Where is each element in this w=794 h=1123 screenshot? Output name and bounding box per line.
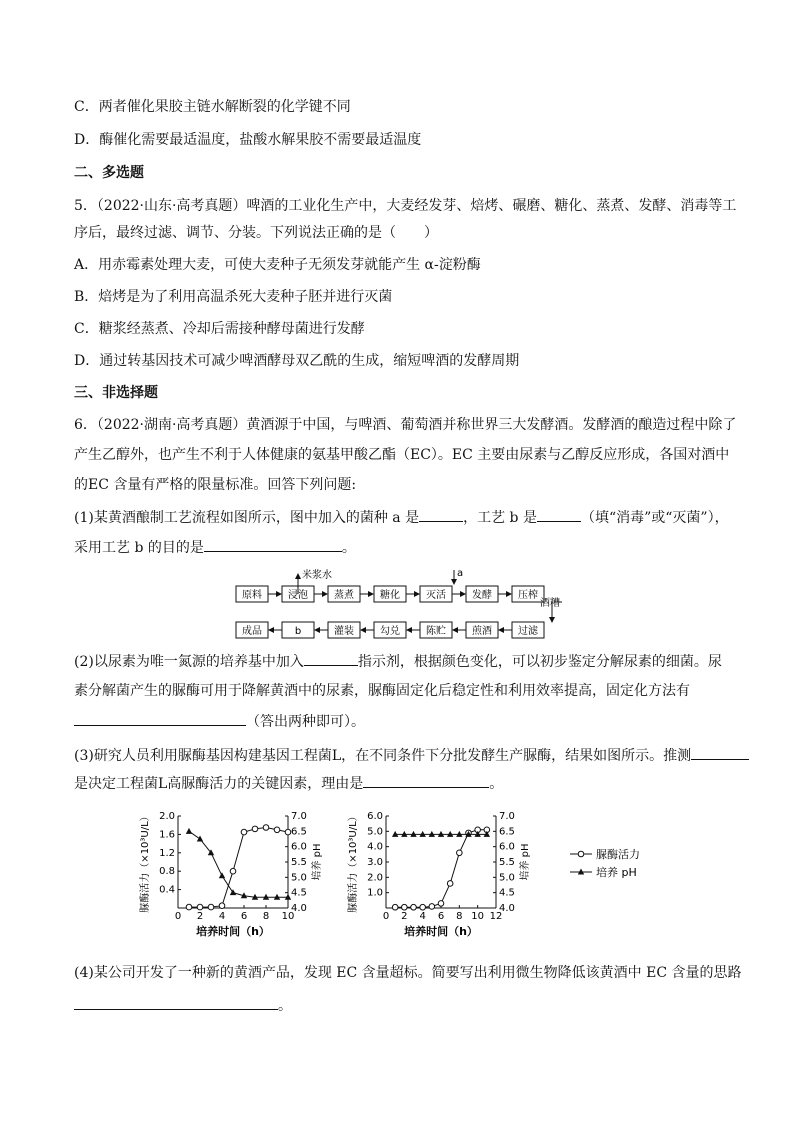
option-c: C．两者催化果胶主链水解断裂的化学键不同: [74, 99, 351, 115]
rice-water-label: 米浆水: [302, 570, 332, 581]
flow-step-0: 原料: [242, 590, 262, 601]
chart-panel-2: [346, 811, 531, 938]
y-right-tick-label: 4.0: [291, 903, 307, 914]
flow-step-r2-1: b: [294, 626, 302, 637]
y-left-tick-label: 5.0: [367, 826, 383, 838]
y-right-tick-label: 6.0: [499, 841, 515, 853]
activity-point: [402, 904, 408, 910]
flow-step-3: 糖化: [380, 590, 400, 601]
answer-blank-approach[interactable]: [74, 994, 278, 1010]
lees-label: 酒糟: [540, 598, 560, 609]
part-2-line-3: [74, 710, 365, 733]
flow-step-r2-6: 过滤: [518, 626, 538, 637]
part-4-text-end: 。: [278, 998, 292, 1014]
y-right-axis-label: 培养 pH: [520, 843, 531, 881]
part-4-line-2: [74, 994, 292, 1017]
activity-point: [219, 903, 225, 909]
y-left-tick-label: 3.0: [367, 857, 383, 868]
y-right-tick-label: 6.5: [291, 826, 307, 838]
y-right-tick-label: 5.0: [291, 872, 307, 884]
y-left-tick-label: 1.6: [159, 829, 175, 841]
x-axis-label: 培养时间（h）: [404, 925, 478, 938]
legend-ph-label: 培养 pH: [596, 866, 637, 879]
y-right-tick-label: 7.0: [499, 811, 515, 822]
part-3-line-2: [74, 772, 503, 795]
activity-point: [197, 904, 203, 910]
activity-point: [438, 901, 444, 907]
y-left-tick-label: 1.0: [367, 887, 383, 899]
y-right-tick-label: 4.5: [291, 887, 307, 899]
x-tick-label: 6: [240, 911, 248, 922]
strain-label: a: [457, 568, 464, 579]
y-right-tick-label: 6.0: [291, 841, 307, 853]
question-5-stem-cont: 序后，最终过滤、调节、分装。下列说法正确的是（ ）: [74, 225, 438, 241]
part-1-text-d: 采用工艺 b 的目的是: [74, 540, 204, 556]
activity-point: [392, 904, 398, 910]
flow-step-r2-0: 成品: [242, 626, 262, 637]
q5-option-b: B．焙烤是为了利用高温杀死大麦种子胚并进行灭菌: [74, 289, 393, 305]
y-right-axis-label: 培养 pH: [312, 843, 323, 881]
activity-series-line: [395, 830, 487, 907]
flow-step-r2-2: 灌装: [334, 626, 354, 637]
activity-point: [274, 827, 280, 833]
part-4-line-1: (4)某公司开发了一种新的黄酒产品，发现 EC 含量超标。简要写出利用微生物降低该黄酒中 EC 含量的思路: [74, 965, 742, 981]
question-6-stem-cont2: 的EC 含量有严格的限量标准。回答下列问题:: [74, 477, 357, 493]
x-tick-label: 0: [174, 911, 182, 922]
ph-point: [263, 894, 269, 900]
activity-point: [230, 868, 236, 874]
activity-point: [263, 825, 269, 831]
option-d: D．酶催化需要最适温度，盐酸水解果胶不需要最适温度: [74, 132, 422, 148]
section-non-choice: 三、非选择题: [74, 385, 158, 401]
flow-step-r2-5: 煎酒: [472, 626, 492, 637]
flow-step-6: 压榨: [518, 590, 538, 601]
part-1-line-2: [74, 536, 356, 559]
activity-point: [411, 904, 417, 910]
part-3-text-a: (3)研究人员利用脲酶基因构建基因工程菌L，在不同条件下分批发酵生产脲酶，结果如图所示。推测: [74, 748, 692, 764]
section-multiple-choice: 二、多选题: [74, 165, 144, 181]
y-left-axis-label: 脲酶活力（×10³U/L）: [140, 811, 151, 913]
part-2-text-a: (2)以尿素为唯一氮源的培养基中加入: [74, 654, 304, 670]
x-tick-label: 4: [218, 911, 226, 922]
y-right-tick-label: 5.0: [499, 872, 515, 884]
activity-point: [429, 904, 435, 910]
part-2-line-1: [74, 650, 722, 673]
flow-step-5: 发酵: [472, 590, 492, 601]
activity-point: [420, 904, 426, 910]
part-1-text-e: 。: [341, 540, 356, 556]
answer-blank-process-b[interactable]: [537, 506, 581, 522]
part-3-line-1: [74, 744, 749, 767]
legend-activity-label: 脲酶活力: [596, 848, 640, 861]
ph-point: [186, 828, 192, 834]
ph-point: [219, 872, 225, 878]
part-3-text-b: 是决定工程菌L高脲酶活力的关键因素，理由是: [74, 776, 364, 792]
x-tick-label: 2: [196, 911, 204, 922]
chart-legend: [570, 847, 640, 879]
ph-series-line: [189, 831, 288, 897]
y-right-tick-label: 4.5: [499, 887, 515, 899]
x-tick-label: 10: [281, 911, 295, 922]
activity-series-line: [189, 828, 288, 908]
y-right-tick-label: 5.5: [499, 857, 515, 868]
q5-option-c: C．糖浆经蒸煮、冷却后需接种酵母菌进行发酵: [74, 321, 365, 337]
part-1-text-b: ，工艺 b 是: [463, 510, 537, 526]
flow-step-2: 蒸煮: [334, 590, 354, 601]
y-left-tick-label: 0.4: [159, 884, 175, 896]
flow-step-r2-3: 勾兑: [380, 626, 400, 637]
q5-option-d: D．通过转基因技术可减少啤酒酵母双乙酰的生成，缩短啤酒的发酵周期: [74, 353, 520, 369]
answer-blank-immobilization[interactable]: [74, 710, 246, 726]
flow-step-1: 浸泡: [288, 590, 308, 601]
flow-step-4: 灭活: [426, 590, 446, 601]
part-3-text-c: 。: [489, 776, 504, 792]
x-tick-label: 2: [401, 911, 408, 922]
y-right-tick-label: 4.0: [499, 903, 515, 914]
activity-point: [186, 904, 192, 910]
answer-blank-reason[interactable]: [363, 772, 489, 788]
flow-step-r2-4: 陈贮: [426, 626, 446, 637]
y-left-tick-label: 6.0: [367, 811, 383, 822]
y-left-tick-label: 1.2: [159, 847, 175, 859]
activity-point: [447, 881, 453, 887]
activity-point: [285, 829, 291, 835]
y-left-tick-label: 0.8: [159, 866, 175, 878]
answer-blank-key-factor[interactable]: [691, 744, 749, 760]
x-tick-label: 8: [262, 911, 270, 922]
legend-circle-icon: [578, 851, 584, 857]
question-6-stem: 6．（2022·湖南·高考真题）黄酒源于中国，与啤酒、葡萄酒并称世界三大发酵酒。发酵酒的酿造过程中除了: [74, 417, 737, 433]
question-5-stem: 5．（2022·山东·高考真题）啤酒的工业化生产中，大麦经发芽、焙烤、碾磨、糖化、蒸煮、发酵、消毒等工: [74, 198, 737, 214]
ph-point: [197, 836, 203, 842]
part-2-text-c: （答出两种即可）。: [246, 714, 365, 730]
process-flow-diagram: [234, 566, 574, 646]
activity-point: [208, 904, 214, 910]
y-left-tick-label: 4.0: [367, 841, 383, 853]
y-right-tick-label: 7.0: [291, 811, 307, 822]
activity-point: [252, 826, 258, 832]
x-tick-label: 12: [489, 911, 503, 922]
chart-panel-1: [138, 811, 323, 938]
part-2-line-2: 素分解菌产生的脲酶可用于降解黄酒中的尿素，脲酶固定化后稳定性和利用效率提高，固定化方法有: [74, 683, 690, 699]
x-tick-label: 8: [456, 911, 463, 922]
x-tick-label: 6: [437, 911, 445, 922]
y-left-axis-label: 脲酶活力（×10³U/L）: [348, 811, 359, 913]
part-1-text-c: （填“消毒”或“灭菌”），: [580, 510, 729, 526]
part-1-text-a: (1)某黄酒酿制工艺流程如图所示，图中加入的菌种 a 是: [74, 510, 420, 526]
part-1-line-1: [74, 506, 729, 529]
urease-activity-charts: [138, 808, 698, 950]
activity-point: [241, 829, 247, 835]
x-tick-label: 4: [419, 911, 426, 922]
y-right-tick-label: 6.5: [499, 826, 515, 838]
part-2-text-b: 指示剂，根据颜色变化，可以初步鉴定分解尿素的细菌。尿: [357, 654, 722, 670]
activity-point: [457, 850, 463, 856]
x-tick-label: 0: [382, 911, 390, 922]
ph-point: [274, 894, 280, 900]
q5-option-a: A．用赤霉素处理大麦，可使大麦种子无须发芽就能产生 α-淀粉酶: [74, 257, 481, 273]
answer-blank-strain-a[interactable]: [419, 506, 463, 522]
y-right-tick-label: 5.5: [291, 857, 307, 868]
x-axis-label: 培养时间（h）: [196, 925, 270, 938]
y-left-tick-label: 2.0: [367, 872, 383, 884]
x-tick-label: 10: [471, 911, 485, 922]
answer-blank-indicator[interactable]: [304, 650, 358, 666]
question-6-stem-cont1: 产生乙醇外，也产生不利于人体健康的氨基甲酸乙酯（EC）。EC 主要由尿素与乙醇反应形成，各国对酒中: [74, 447, 730, 463]
y-left-tick-label: 2.0: [159, 811, 175, 822]
answer-blank-purpose[interactable]: [204, 536, 342, 552]
